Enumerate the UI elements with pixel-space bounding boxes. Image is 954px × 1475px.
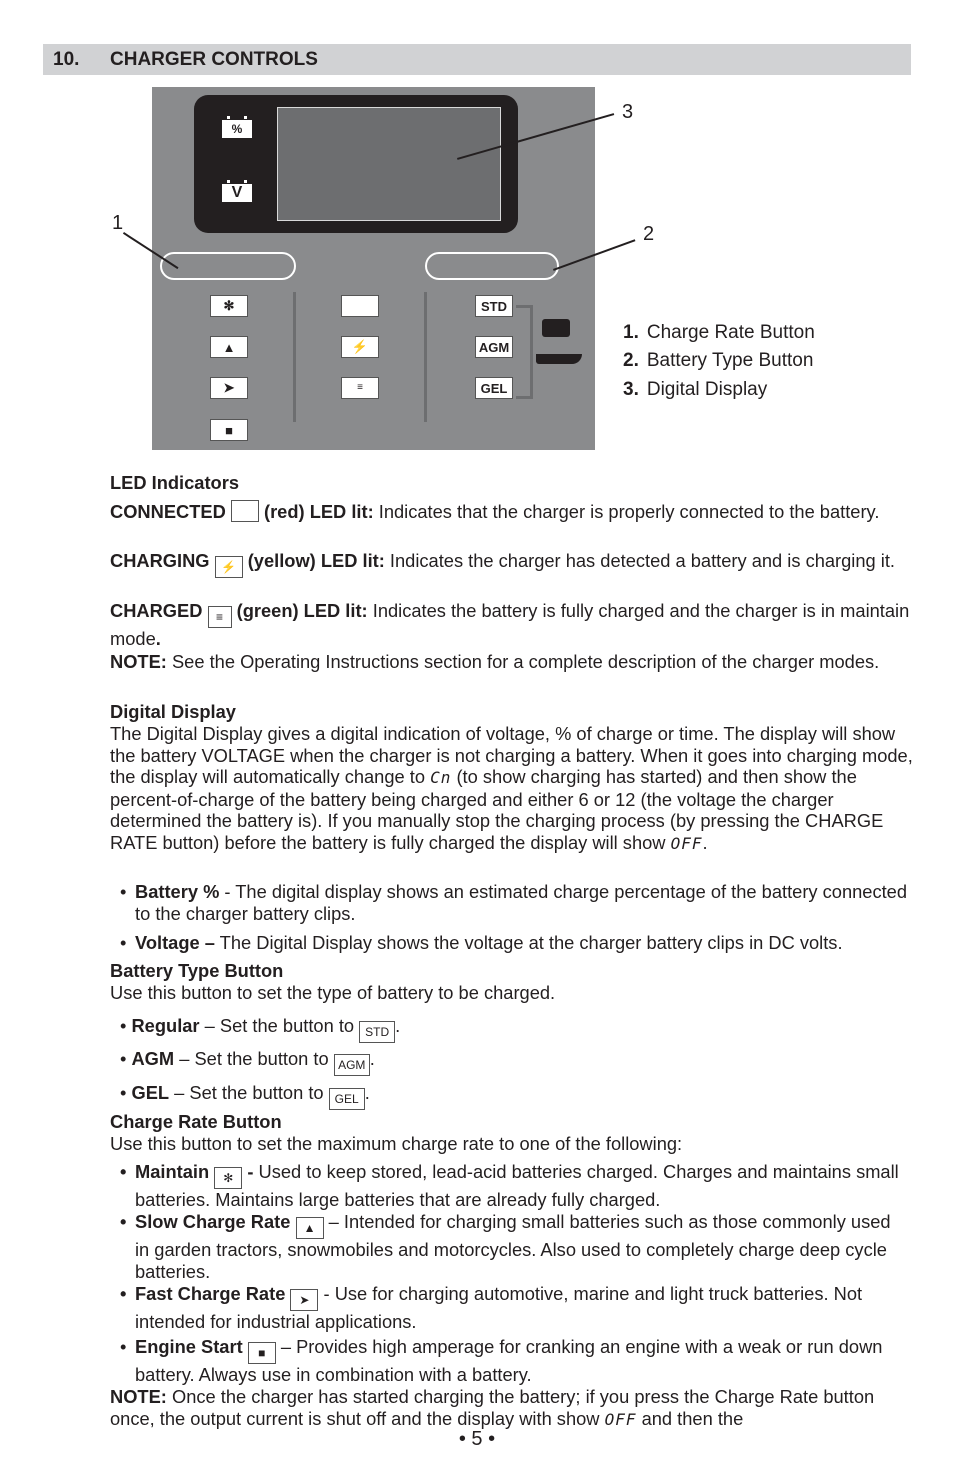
engine-icon [542, 319, 570, 337]
display-heading: Digital Display [110, 701, 236, 722]
legend-item: 1. Charge Rate Button [623, 322, 815, 343]
battery-type-button[interactable] [425, 252, 559, 280]
display-paragraph: The Digital Display gives a digital indication of voltage, % of charge or time. The display will show the battery VOLTAGE when the charger is not charging a battery. When it goes into charging mode, the display will automatically change to Cn (to show charging has started) and then show the percent-of-charge of the battery being charged and either 6 or 12 (the voltage the charger determined the battery is). If you manually stop the charging process (by pressing the CHARGE RATE button) before the battery is fully charged the display will show OFF. [110, 723, 913, 853]
section-header [43, 44, 911, 75]
led-connected: CONNECTED (red) LED lit: Indicates that the charger is properly connected to the battery. [110, 501, 880, 522]
charge-rate-intro: Use this button to set the maximum charge rate to one of the following: [110, 1133, 683, 1154]
legend-item: 2. Battery Type Button [623, 350, 814, 371]
bullet-voltage: • [120, 932, 127, 953]
divider [293, 292, 296, 422]
bullet-agm: • AGM – Set the button to AGM . [120, 1048, 910, 1076]
volt-icon: V [221, 183, 253, 203]
boat-icon [536, 354, 582, 364]
battery-type-heading: Battery Type Button [110, 960, 284, 981]
agm-icon: AGM [334, 1054, 370, 1076]
bullet-voltage-text: Voltage – The Digital Display shows the voltage at the charger battery clips in DC volts. [135, 932, 843, 953]
engine-icon: ■ [248, 1342, 276, 1364]
charge-rate-button[interactable] [160, 252, 296, 280]
callout-1: 1 [112, 212, 124, 234]
clamps-icon [341, 295, 379, 317]
bullet-fast-text: Fast Charge Rate ➤ - Use for charging automotive, marine and light truck batteries. Not intended for industrial applications. [135, 1283, 863, 1332]
led-note: NOTE: See the Operating Instructions section for a complete description of the charger modes. [110, 651, 880, 672]
bullet-maintain-text: Maintain ✻ - Used to keep stored, lead-acid batteries charged. Charges and maintains small batteries. Maintains large batteries that are already fully charged. [135, 1161, 899, 1210]
gel-icon: GEL [329, 1088, 365, 1110]
charge-rate-note: NOTE: Once the charger has started charging the battery; if you press the Charge Rate button once, the output current is shut off and the display with show OFF and then the [110, 1386, 875, 1429]
lightning-icon: ⚡ [341, 336, 379, 358]
bullet-engine-text: Engine Start ■ – Provides high amperage for cranking an engine with a weak or run down battery. Always use in combination with a battery. [135, 1336, 883, 1385]
std-icon: STD [359, 1021, 395, 1043]
bullet-slow: • [120, 1211, 127, 1232]
bracket [516, 305, 533, 399]
full-battery-icon: ≡ [341, 377, 379, 399]
agm-icon: AGM [475, 336, 513, 358]
section-title: CHARGER CONTROLS [110, 49, 318, 70]
bullet-gel: • GEL – Set the button to GEL . [120, 1082, 910, 1110]
led-heading: LED Indicators [110, 472, 240, 493]
bullet-slow-text: Slow Charge Rate ▲ – Intended for charging small batteries such as those commonly used in garden tractors, snowmobiles and motorcycles. Also used to completely charge deep cycle batteries. [135, 1211, 891, 1282]
rabbit-icon: ➤ [210, 377, 248, 399]
gel-icon: GEL [475, 377, 513, 399]
page-number: • 5 • [458, 1428, 496, 1450]
bullet-battery-percent: • [120, 881, 127, 902]
std-icon: STD [475, 295, 513, 317]
callout-3: 3 [622, 101, 634, 123]
digital-display [277, 107, 501, 221]
led-charging: CHARGING ⚡ (yellow) LED lit: Indicates the charger has detected a battery and is charging it. [110, 550, 915, 578]
snowflake-icon: ✻ [214, 1167, 242, 1189]
charger-panel-illustration [152, 87, 595, 450]
engine-icon: ■ [210, 419, 248, 441]
callout-2: 2 [643, 223, 655, 245]
section-number: 10. [53, 49, 80, 70]
led-charged: CHARGED ≡ (green) LED lit: Indicates the battery is fully charged and the charger is in maintain mode. [110, 600, 910, 649]
battery-type-intro: Use this button to set the type of battery to be charged. [110, 982, 556, 1003]
display-frame [194, 95, 518, 233]
divider [424, 292, 427, 422]
legend-item: 3. Digital Display [623, 379, 768, 400]
full-battery-icon: ≡ [208, 606, 232, 628]
charge-rate-heading: Charge Rate Button [110, 1111, 282, 1132]
snowflake-icon: ✻ [210, 295, 248, 317]
lightning-icon: ⚡ [215, 556, 243, 578]
turtle-icon: ▲ [296, 1217, 324, 1239]
bullet-fast: • [120, 1283, 127, 1304]
bullet-regular: • Regular – Set the button to STD . [120, 1015, 910, 1043]
clamps-icon [231, 500, 259, 522]
bullet-engine: • [120, 1336, 127, 1357]
rabbit-icon: ➤ [290, 1289, 318, 1311]
bullet-battery-percent-text: Battery % - The digital display shows an estimated charge percentage of the battery connected to the charger battery clips. [135, 881, 907, 924]
percent-icon: % [221, 119, 253, 139]
bullet-maintain: • [120, 1161, 127, 1182]
turtle-icon: ▲ [210, 336, 248, 358]
